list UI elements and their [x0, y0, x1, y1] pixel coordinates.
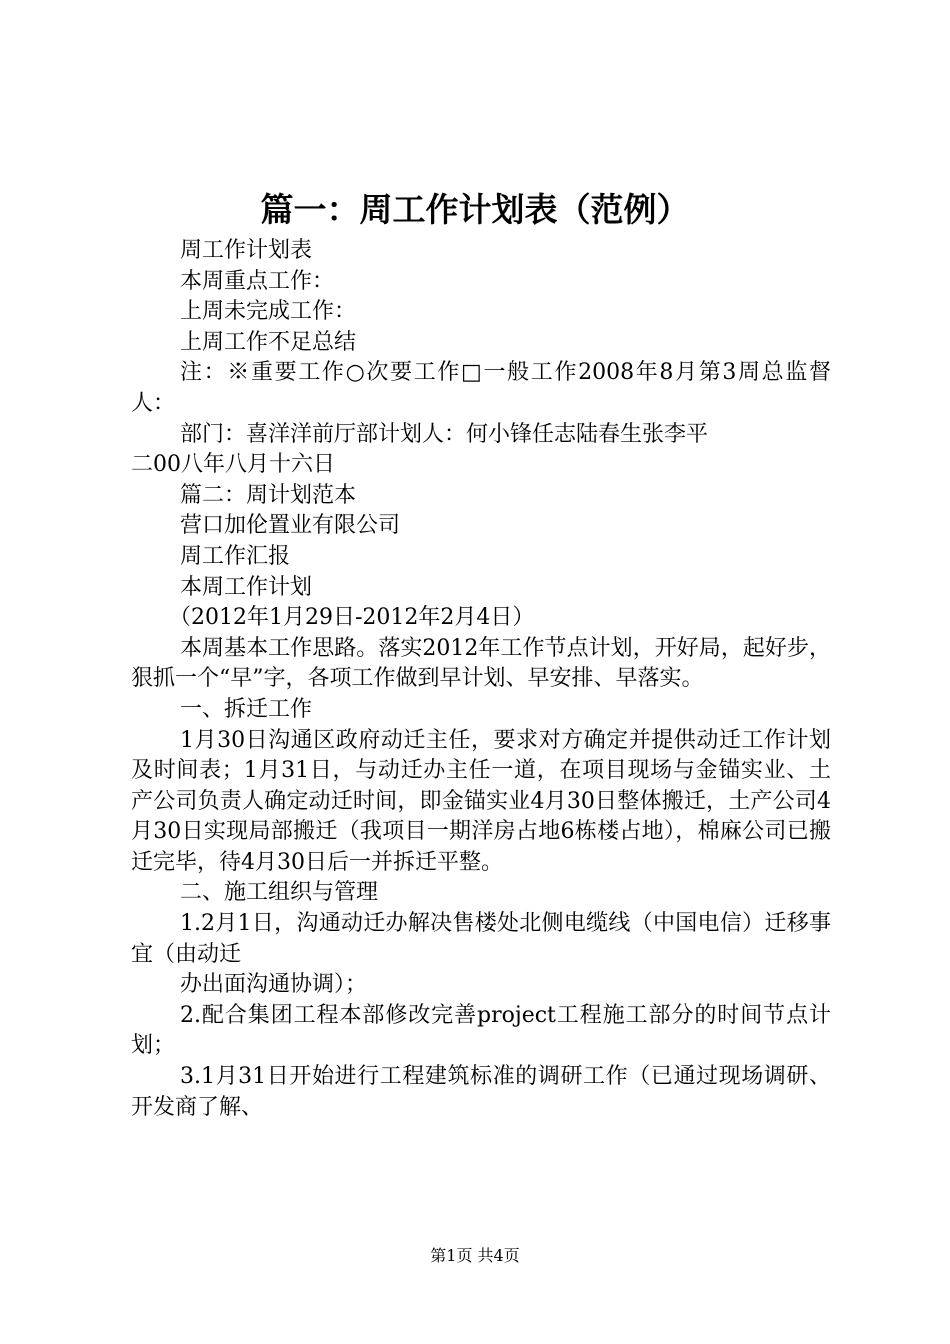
document-title: 篇一：周工作计划表（范例）: [260, 190, 690, 229]
paragraph: （2012年1月29日-2012年2月4日）: [169, 605, 535, 631]
paragraph: 上周工作不足总结: [180, 329, 357, 355]
paragraph: 注：※重要工作○次要工作□一般工作2008年8月第3周总监督人：: [131, 360, 831, 416]
paragraph: 1.2月1日，沟通动迁办解决售楼处北侧电缆线（中国电信）迁移事宜（由动迁: [131, 911, 831, 967]
paragraph: 营口加伦置业有限公司: [180, 513, 401, 539]
paragraph: 办出面沟通协调）；: [180, 972, 368, 998]
paragraph: 本周工作计划: [180, 574, 313, 600]
paragraph: 二00八年八月十六日: [131, 452, 335, 478]
page-footer: 第1页 共4页: [430, 1246, 520, 1265]
paragraph: 本周重点工作：: [180, 268, 335, 294]
paragraph: 周工作计划表: [180, 238, 313, 263]
paragraph: 上周未完成工作：: [180, 299, 357, 325]
paragraph: 一、拆迁工作: [180, 696, 313, 722]
paragraph: 二、施工组织与管理: [180, 880, 379, 906]
paragraph: 周工作汇报: [180, 543, 291, 569]
paragraph: 篇二：周计划范本: [180, 482, 357, 508]
paragraph: 本周基本工作思路。落实2012年工作节点计划，开好局，起好步，狠抓一个“早”字，各项工作做到早计划、早安排、早落实。: [131, 635, 831, 692]
paragraph: 2.配合集团工程本部修改完善project工程施工部分的时间节点计划；: [131, 1002, 831, 1059]
paragraph: 3.1月31日开始进行工程建筑标准的调研工作（已通过现场调研、开发商了解、: [131, 1064, 831, 1120]
paragraph: 部门：喜洋洋前厅部计划人：何小锋任志陆春生张李平: [180, 421, 709, 447]
paragraph: 1月30日沟通区政府动迁主任，要求对方确定并提供动迁工作计划及时间表；1月31日，与动迁办主任一道，在项目现场与金锚实业、土产公司负责人确定动迁时间，即金锚实业4月30日整体搬迁，土产公司4月30日实现局部搬迁（我项目一期洋房占地6栋楼占地），棉麻公司已搬迁完毕，待4月30日后一并拆迁平整。: [131, 727, 831, 875]
document-body: [131, 236, 831, 1123]
